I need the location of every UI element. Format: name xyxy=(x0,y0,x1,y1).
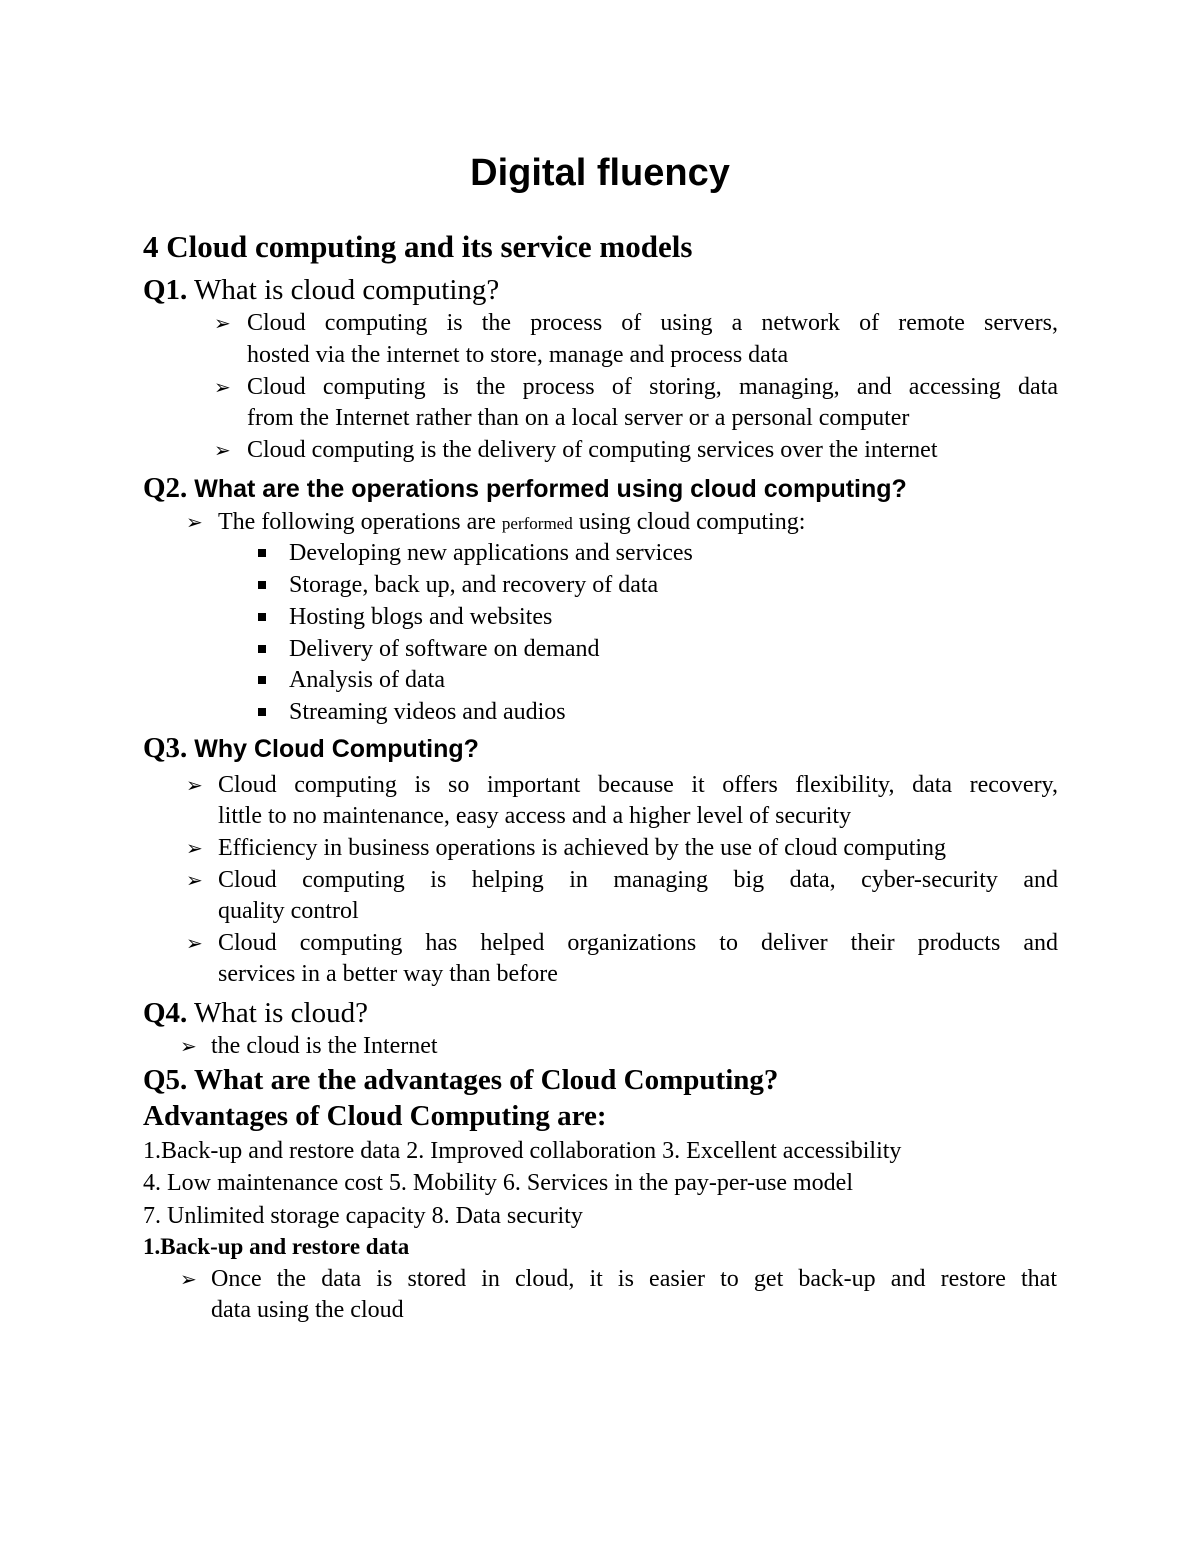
answer-line: services in a better way than before xyxy=(218,961,558,987)
answer-line: the cloud is the Internet xyxy=(211,1033,438,1059)
question-number: Q3. xyxy=(143,732,188,764)
question-2 xyxy=(143,470,907,507)
operation-item: Storage, back up, and recovery of data xyxy=(289,572,659,598)
question-number: Q4. xyxy=(143,997,188,1029)
section-heading: 4 Cloud computing and its service models xyxy=(143,229,693,264)
subsection-heading: 1.Back-up and restore data xyxy=(143,1234,410,1259)
arrow-bullet-icon: ➢ xyxy=(214,438,231,462)
operation-item: Analysis of data xyxy=(289,667,445,693)
arrow-bullet-icon: ➢ xyxy=(186,510,203,534)
question-3 xyxy=(143,730,479,767)
advantages-line: 1.Back-up and restore data 2. Improved collaboration 3. Excellent accessibility xyxy=(143,1138,902,1164)
question-number: Q1. xyxy=(143,274,188,306)
answer-line: little to no maintenance, easy access and a higher level of security xyxy=(218,803,852,829)
arrow-bullet-icon: ➢ xyxy=(214,375,231,399)
question-5: Q5. What are the advantages of Cloud Computing? xyxy=(143,1064,779,1096)
arrow-bullet-icon: ➢ xyxy=(186,836,203,860)
answer-line: Once the data is stored in cloud, it is easier to get back-up and restore that xyxy=(211,1266,1057,1292)
operation-item: Hosting blogs and websites xyxy=(289,604,553,630)
question-text: Why Cloud Computing? xyxy=(187,735,479,763)
answer-line: quality control xyxy=(218,898,359,924)
square-bullet-icon xyxy=(258,645,266,653)
advantages-heading: Advantages of Cloud Computing are: xyxy=(143,1100,607,1132)
advantages-line: 7. Unlimited storage capacity 8. Data security xyxy=(143,1203,583,1229)
intro-text: The following operations are xyxy=(218,509,502,535)
answer-line: from the Internet rather than on a local server or a personal computer xyxy=(247,405,910,431)
operation-item: Developing new applications and services xyxy=(289,540,693,566)
square-bullet-icon xyxy=(258,549,266,557)
answer-line: Cloud computing is the process of using a network of remote servers, xyxy=(247,310,1058,336)
question-number: Q2. xyxy=(143,472,188,504)
question-text: What is cloud computing? xyxy=(187,274,500,306)
answer-line: hosted via the internet to store, manage and process data xyxy=(247,342,789,368)
operation-item: Delivery of software on demand xyxy=(289,636,600,662)
arrow-bullet-icon: ➢ xyxy=(214,311,231,335)
answer-line: Cloud computing is the delivery of computing services over the internet xyxy=(247,437,938,463)
arrow-bullet-icon: ➢ xyxy=(180,1034,197,1058)
arrow-bullet-icon: ➢ xyxy=(180,1267,197,1291)
arrow-bullet-icon: ➢ xyxy=(186,931,203,955)
question-1 xyxy=(143,272,499,308)
question-text: What is cloud? xyxy=(187,997,368,1029)
answer-line: Efficiency in business operations is achieved by the use of cloud computing xyxy=(218,835,947,861)
square-bullet-icon xyxy=(258,676,266,684)
intro-small-text: performed xyxy=(501,514,573,533)
question-text: What are the operations performed using cloud computing? xyxy=(187,475,907,503)
arrow-bullet-icon: ➢ xyxy=(186,868,203,892)
square-bullet-icon xyxy=(258,613,266,621)
answer-line: Cloud computing is helping in managing big data, cyber-security and xyxy=(218,867,1058,893)
answer-line: Cloud computing is the process of storing, managing, and accessing data xyxy=(247,374,1058,400)
intro-text: using cloud computing: xyxy=(572,509,806,535)
square-bullet-icon xyxy=(258,708,266,716)
square-bullet-icon xyxy=(258,581,266,589)
answer-line: data using the cloud xyxy=(211,1297,404,1323)
document-title: Digital fluency xyxy=(470,152,730,194)
question-4 xyxy=(143,995,368,1031)
operation-item: Streaming videos and audios xyxy=(289,699,566,725)
answer-line: Cloud computing has helped organizations to deliver their products and xyxy=(218,930,1058,956)
advantages-line: 4. Low maintenance cost 5. Mobility 6. Services in the pay-per-use model xyxy=(143,1170,854,1196)
arrow-bullet-icon: ➢ xyxy=(186,773,203,797)
answer-line: Cloud computing is so important because it offers flexibility, data recovery, xyxy=(218,772,1058,798)
answer-line xyxy=(218,507,805,539)
